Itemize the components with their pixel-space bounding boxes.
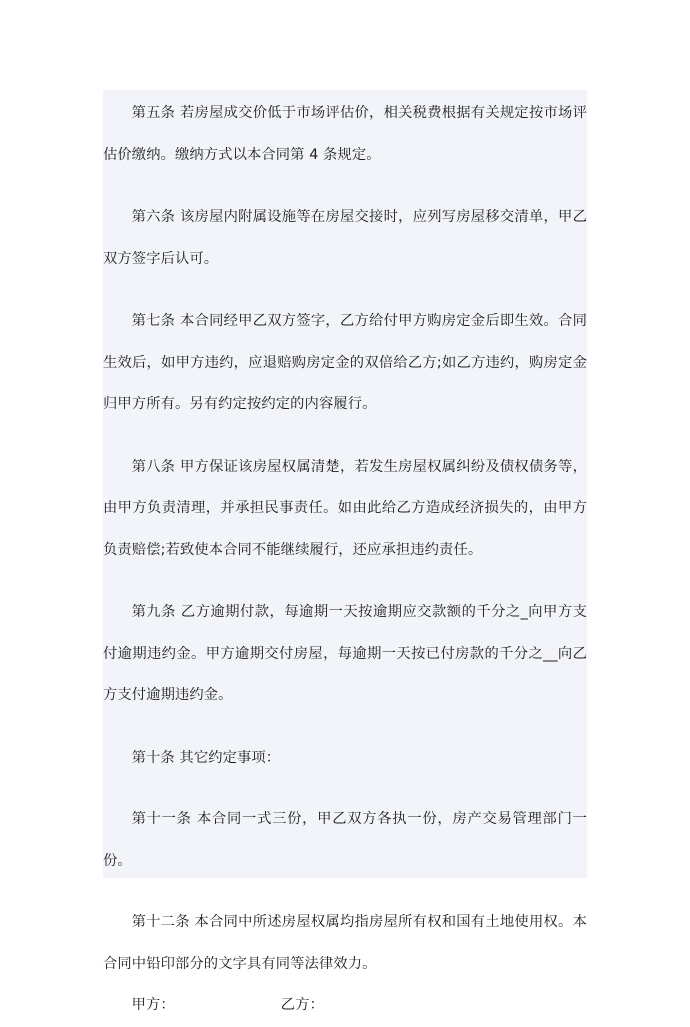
paragraph-clause-10: 第十条 其它约定事项： — [131, 749, 281, 766]
party-a-label: 甲方： — [131, 997, 175, 1013]
paragraph-clause-8: 第八条 甲方保证该房屋权属清楚，若发生房屋权属纠纷及债权债务等，由甲方负责清理，并承担民事责任。如由此给乙方造成经济损失的，由甲方负责赔偿;若致使本合同不能继续履行，还应承担违约责任。 — [103, 458, 587, 558]
paragraph-clause-12: 第十二条 本合同中所述房屋权属均指房屋所有权和国有土地使用权。本合同中铅印部分的文字具有同等法律效力。 — [103, 914, 587, 972]
paragraph-clause-5: 第五条 若房屋成交价低于市场评估价，相关税费根据有关规定按市场评估价缴纳。缴纳方式以本合同第 4 条规定。 — [103, 105, 587, 163]
selected-text-block[interactable] — [103, 90, 587, 1013]
paragraph-clause-7: 第七条 本合同经甲乙双方签字，乙方给付甲方购房定金后即生效。合同生效后，如甲方违约，应退赔购房定金的双倍给乙方;如乙方违约，购房定金归甲方所有。另有约定按约定的内容履行。 — [103, 313, 587, 412]
signature-row — [103, 985, 587, 1027]
paragraph-clause-9: 第九条 乙方逾期付款，每逾期一天按逾期应交款额的千分之_向甲方支付逾期违约金。甲方逾期交付房屋，每逾期一天按已付房款的千分之__向乙方支付逾期违约金。 — [103, 604, 587, 703]
paragraph-clause-11: 第十一条 本合同一式三份，甲乙双方各执一份，房产交易管理部门一份。 — [103, 811, 587, 869]
paragraph-list — [103, 90, 587, 1027]
party-b-label: 乙方： — [280, 997, 324, 1013]
paragraph-clause-6: 第六条 该房屋内附属设施等在房屋交接时，应列写房屋移交清单，甲乙双方签字后认可。 — [103, 209, 587, 267]
